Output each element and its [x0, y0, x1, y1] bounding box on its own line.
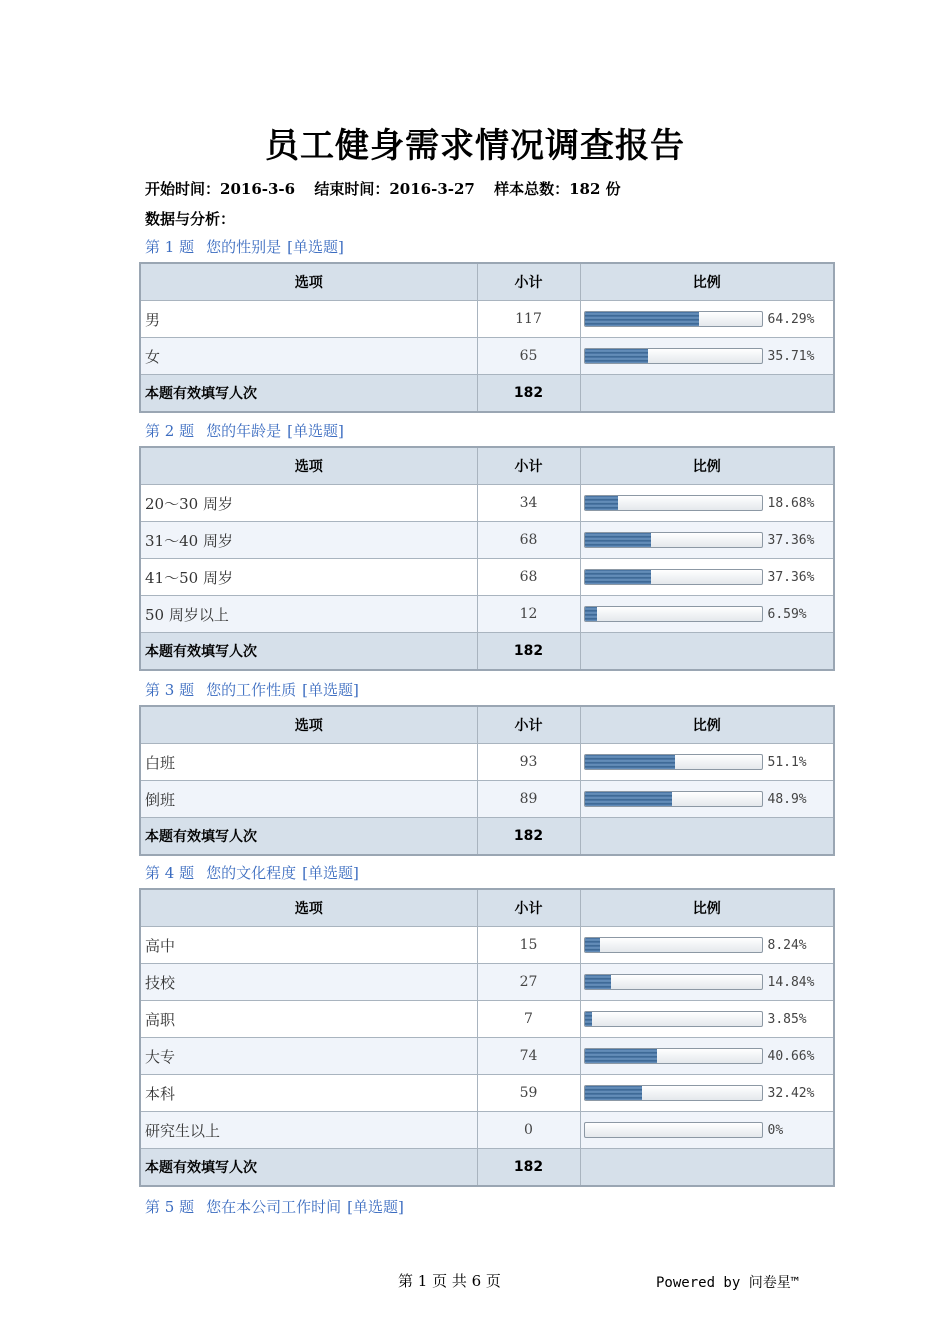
ratio-percent: 40.66% [767, 1048, 815, 1064]
option-ratio [580, 1001, 834, 1038]
ratio-bar-fill [585, 938, 600, 952]
ratio-percent: 0% [767, 1122, 784, 1138]
option-count: 0 [477, 1112, 580, 1149]
table-row [140, 559, 834, 596]
question-type: [单选题] [347, 1198, 404, 1216]
end-time-label: 结束时间： [314, 180, 390, 198]
total-ratio-empty [580, 818, 834, 856]
option-ratio [580, 1075, 834, 1112]
table-header [140, 447, 834, 485]
ratio-percent: 35.71% [767, 348, 815, 364]
table-row [140, 338, 834, 375]
ratio-bar [584, 974, 763, 990]
ratio-bar-fill [585, 533, 651, 547]
ratio-bar-fill [585, 792, 672, 806]
option-ratio [580, 485, 834, 522]
ratio-bar-fill [585, 349, 648, 363]
ratio-bar [584, 1085, 763, 1101]
option-count: 68 [477, 559, 580, 596]
question-number: 第 4 题 [145, 864, 195, 882]
ratio-bar-fill [585, 312, 699, 326]
ratio-percent: 6.59% [767, 606, 807, 622]
question-number: 第 1 题 [145, 238, 195, 256]
end-time-value: 2016-3-27 [389, 180, 475, 198]
table-row [140, 596, 834, 633]
option-count: 89 [477, 781, 580, 818]
ratio-bar [584, 1122, 763, 1138]
ratio-bar-fill [585, 1049, 657, 1063]
total-label: 本题有效填写人次 [140, 375, 477, 413]
option-count: 15 [477, 927, 580, 964]
ratio-bar-fill [585, 1086, 642, 1100]
table-row [140, 1038, 834, 1075]
table-row [140, 1001, 834, 1038]
question-number: 第 5 题 [145, 1198, 195, 1216]
total-label: 本题有效填写人次 [140, 818, 477, 856]
question-number: 第 3 题 [145, 681, 195, 699]
powered-by: Powered by 问卷星™ [656, 1275, 800, 1291]
question-type: [单选题] [287, 422, 344, 440]
question-title[interactable] [145, 236, 344, 257]
ratio-percent: 48.9% [767, 791, 807, 807]
option-ratio [580, 301, 834, 338]
header-ratio: 比例 [580, 706, 834, 744]
ratio-percent: 51.1% [767, 754, 807, 770]
option-label: 白班 [140, 744, 477, 781]
table-row [140, 744, 834, 781]
option-count: 93 [477, 744, 580, 781]
option-count: 59 [477, 1075, 580, 1112]
ratio-bar [584, 569, 763, 585]
option-ratio [580, 927, 834, 964]
header-ratio: 比例 [580, 263, 834, 301]
total-ratio-empty [580, 1149, 834, 1187]
results-table [139, 446, 835, 671]
ratio-percent: 8.24% [767, 937, 807, 953]
start-time-value: 2016-3-6 [220, 180, 296, 198]
question-text: 您的性别是 [206, 238, 282, 256]
ratio-bar-fill [585, 496, 618, 510]
analysis-heading: 数据与分析： [145, 210, 236, 228]
question-title[interactable] [145, 1196, 404, 1217]
option-label: 男 [140, 301, 477, 338]
ratio-percent: 14.84% [767, 974, 815, 990]
header-count: 小计 [477, 447, 580, 485]
total-row [140, 818, 834, 856]
results-table [139, 262, 835, 413]
option-label: 研究生以上 [140, 1112, 477, 1149]
ratio-bar [584, 791, 763, 807]
table-row [140, 485, 834, 522]
table-header [140, 706, 834, 744]
question-text: 您的年龄是 [206, 422, 282, 440]
question-type: [单选题] [302, 681, 359, 699]
option-label: 41～50 周岁 [140, 559, 477, 596]
total-count: 182 [477, 375, 580, 413]
ratio-percent: 37.36% [767, 532, 815, 548]
sample-total-value: 182 份 [569, 180, 621, 198]
option-label: 技校 [140, 964, 477, 1001]
table-header [140, 889, 834, 927]
report-title: 员工健身需求情况调查报告 [265, 126, 685, 166]
question-title[interactable] [145, 420, 344, 441]
option-label: 本科 [140, 1075, 477, 1112]
header-ratio: 比例 [580, 447, 834, 485]
option-count: 74 [477, 1038, 580, 1075]
ratio-bar-fill [585, 975, 611, 989]
ratio-bar-fill [585, 1012, 592, 1026]
table-row [140, 1112, 834, 1149]
ratio-bar [584, 754, 763, 770]
option-label: 倒班 [140, 781, 477, 818]
header-count: 小计 [477, 706, 580, 744]
header-option: 选项 [140, 263, 477, 301]
question-text: 您的工作性质 [206, 681, 297, 699]
option-ratio [580, 744, 834, 781]
header-option: 选项 [140, 706, 477, 744]
ratio-percent: 37.36% [767, 569, 815, 585]
ratio-percent: 32.42% [767, 1085, 815, 1101]
ratio-bar-fill [585, 755, 675, 769]
ratio-bar [584, 495, 763, 511]
total-label: 本题有效填写人次 [140, 633, 477, 671]
option-label: 高职 [140, 1001, 477, 1038]
ratio-bar-fill [585, 570, 651, 584]
option-label: 女 [140, 338, 477, 375]
table-row [140, 927, 834, 964]
total-ratio-empty [580, 633, 834, 671]
total-count: 182 [477, 1149, 580, 1187]
question-text: 您在本公司工作时间 [206, 1198, 342, 1216]
option-count: 27 [477, 964, 580, 1001]
start-time-label: 开始时间： [145, 180, 221, 198]
option-count: 68 [477, 522, 580, 559]
question-text: 您的文化程度 [206, 864, 297, 882]
ratio-bar [584, 1048, 763, 1064]
option-label: 大专 [140, 1038, 477, 1075]
total-label: 本题有效填写人次 [140, 1149, 477, 1187]
option-count: 34 [477, 485, 580, 522]
option-label: 高中 [140, 927, 477, 964]
table-header [140, 263, 834, 301]
option-label: 20～30 周岁 [140, 485, 477, 522]
ratio-bar [584, 311, 763, 327]
option-count: 117 [477, 301, 580, 338]
total-ratio-empty [580, 375, 834, 413]
option-count: 12 [477, 596, 580, 633]
header-count: 小计 [477, 263, 580, 301]
option-count: 7 [477, 1001, 580, 1038]
question-type: [单选题] [287, 238, 344, 256]
ratio-bar [584, 348, 763, 364]
page-indicator: 第 1 页 共 6 页 [398, 1272, 501, 1290]
table-row [140, 1075, 834, 1112]
total-count: 182 [477, 818, 580, 856]
ratio-bar [584, 606, 763, 622]
ratio-bar [584, 1011, 763, 1027]
option-ratio [580, 522, 834, 559]
header-ratio: 比例 [580, 889, 834, 927]
option-ratio [580, 781, 834, 818]
question-title[interactable] [145, 862, 359, 883]
header-option: 选项 [140, 889, 477, 927]
option-ratio [580, 1038, 834, 1075]
results-table [139, 705, 835, 856]
option-ratio [580, 1112, 834, 1149]
option-label: 31～40 周岁 [140, 522, 477, 559]
total-row [140, 633, 834, 671]
ratio-percent: 18.68% [767, 495, 815, 511]
option-ratio [580, 596, 834, 633]
option-ratio [580, 559, 834, 596]
report-meta [145, 178, 635, 199]
ratio-percent: 64.29% [767, 311, 815, 327]
sample-total-label: 样本总数： [494, 180, 570, 198]
total-count: 182 [477, 633, 580, 671]
option-ratio [580, 964, 834, 1001]
total-row [140, 1149, 834, 1187]
option-label: 50 周岁以上 [140, 596, 477, 633]
question-title[interactable] [145, 679, 359, 700]
question-type: [单选题] [302, 864, 359, 882]
header-count: 小计 [477, 889, 580, 927]
option-count: 65 [477, 338, 580, 375]
option-ratio [580, 338, 834, 375]
table-row [140, 781, 834, 818]
ratio-bar [584, 532, 763, 548]
ratio-bar-fill [585, 607, 597, 621]
ratio-bar [584, 937, 763, 953]
question-number: 第 2 题 [145, 422, 195, 440]
table-row [140, 964, 834, 1001]
table-row [140, 301, 834, 338]
table-row [140, 522, 834, 559]
total-row [140, 375, 834, 413]
header-option: 选项 [140, 447, 477, 485]
ratio-percent: 3.85% [767, 1011, 807, 1027]
results-table [139, 888, 835, 1187]
